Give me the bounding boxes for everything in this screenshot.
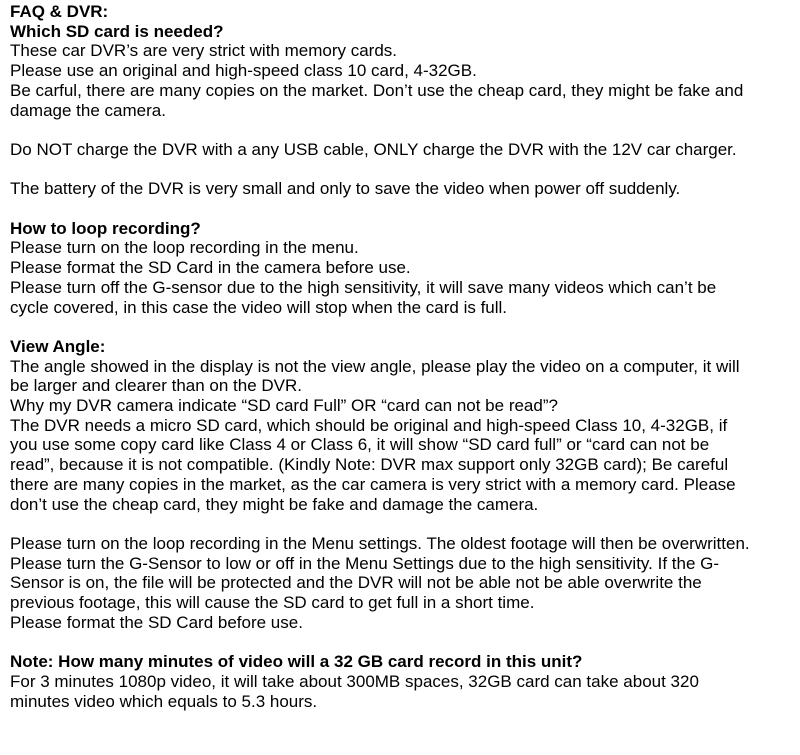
- sd-card-line: Please use an original and high-speed class 10 card, 4-32GB.: [10, 61, 477, 81]
- minutes-line: minutes video which equals to 5.3 hours.: [10, 691, 318, 711]
- settings-line: Please turn on the loop recording in the Menu settings. The oldest footage will then be overwritten.: [10, 533, 750, 553]
- view-angle-line: there are many copies in the market, as the car camera is very strict with a memory card. Please: [10, 474, 736, 494]
- document-title: FAQ & DVR:: [10, 2, 109, 21]
- settings-line: previous footage, this will cause the SD card to get full in a short time.: [10, 593, 535, 613]
- sd-card-line: Be carful, there are many copies on the market. Don’t use the cheap card, they might be fake and: [10, 80, 744, 100]
- spacer: [10, 120, 795, 140]
- charge-note: Do NOT charge the DVR with a any USB cable, ONLY charge the DVR with the 12V car charger.: [10, 139, 737, 159]
- minutes-line: For 3 minutes 1080p video, it will take about 300MB spaces, 32GB card can take about 320: [10, 671, 699, 691]
- settings-line: Please turn the G-Sensor to low or off in the Menu Settings due to the high sensitivity. If the G-: [10, 553, 720, 573]
- loop-line: cycle covered, in this case the video will stop when the card is full.: [10, 297, 508, 317]
- spacer: [10, 199, 795, 219]
- spacer: [10, 160, 795, 180]
- spacer: [10, 632, 795, 652]
- spacer: [10, 317, 795, 337]
- view-angle-heading: View Angle:: [10, 336, 106, 356]
- loop-line: Please turn on the loop recording in the menu.: [10, 238, 359, 258]
- loop-heading: How to loop recording?: [10, 218, 201, 238]
- view-angle-line: don’t use the cheap card, they might be fake and damage the camera.: [10, 494, 539, 514]
- view-angle-line: be larger and clearer than on the DVR.: [10, 376, 303, 396]
- loop-line: Please turn off the G-sensor due to the high sensitivity, it will save many videos which can’t be: [10, 277, 717, 297]
- sd-card-heading: Which SD card is needed?: [10, 21, 224, 41]
- view-angle-line: Why my DVR camera indicate “SD card Full” OR “card can not be read”?: [10, 396, 558, 415]
- view-angle-line: The DVR needs a micro SD card, which should be original and high-speed Class 10, 4-32GB, if: [10, 415, 728, 435]
- view-angle-line: The angle showed in the display is not the view angle, please play the video on a computer, it will: [10, 356, 740, 376]
- view-angle-line: read”, because it is not compatible. (Kindly Note: DVR max support only 32GB card); Be careful: [10, 455, 729, 475]
- minutes-heading: Note: How many minutes of video will a 32 GB card record in this unit?: [10, 652, 583, 672]
- battery-note: The battery of the DVR is very small and only to save the video when power off suddenly.: [10, 179, 681, 199]
- sd-card-line: damage the camera.: [10, 100, 166, 120]
- settings-line: Sensor is on, the file will be protected and the DVR will not be able not be able overwrite the: [10, 573, 702, 593]
- sd-card-line: These car DVR’s are very strict with memory cards.: [10, 41, 397, 61]
- faq-document: [10, 2, 795, 711]
- view-angle-line: you use some copy card like Class 4 or Class 6, it will show “SD card full” or “card can not be: [10, 435, 710, 455]
- spacer: [10, 514, 795, 534]
- settings-line: Please format the SD Card before use.: [10, 612, 303, 632]
- loop-line: Please format the SD Card in the camera before use.: [10, 258, 411, 278]
